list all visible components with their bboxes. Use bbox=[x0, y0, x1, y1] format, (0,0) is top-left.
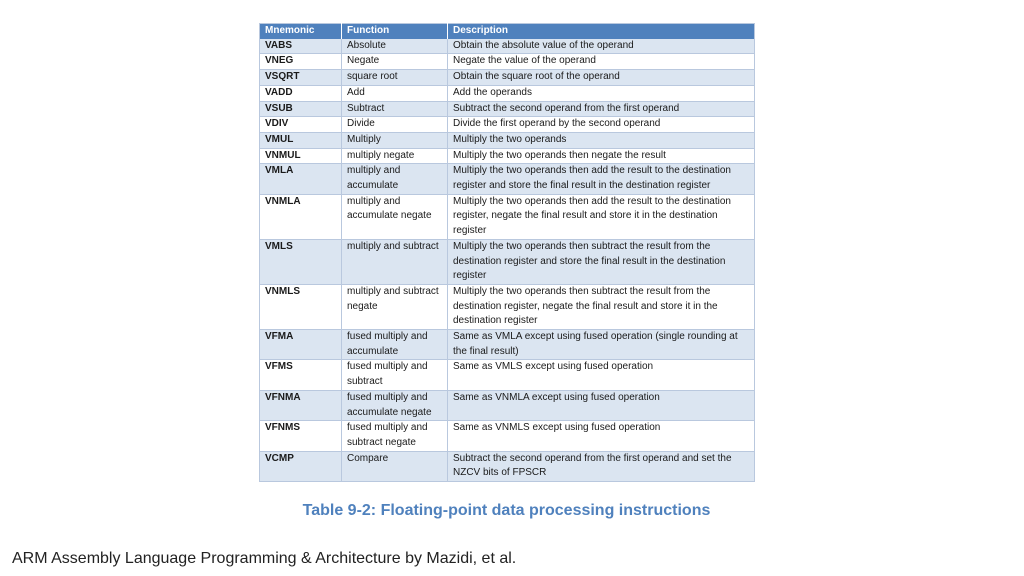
mnemonic-cell: VADD bbox=[260, 85, 342, 101]
table-row bbox=[260, 284, 755, 329]
function-cell: Compare bbox=[342, 451, 448, 481]
function-cell: Add bbox=[342, 85, 448, 101]
table-row bbox=[260, 54, 755, 70]
header-mnemonic: Mnemonic bbox=[260, 24, 342, 39]
description-cell: Obtain the square root of the operand bbox=[448, 70, 755, 86]
mnemonic-cell: VSQRT bbox=[260, 70, 342, 86]
description-cell: Add the operands bbox=[448, 85, 755, 101]
function-cell: multiply and subtract bbox=[342, 239, 448, 284]
description-cell: Multiply the two operands bbox=[448, 132, 755, 148]
description-cell: Subtract the second operand from the first operand bbox=[448, 101, 755, 117]
function-cell: Divide bbox=[342, 117, 448, 133]
function-cell: Absolute bbox=[342, 39, 448, 54]
function-cell: fused multiply and accumulate bbox=[342, 330, 448, 360]
mnemonic-cell: VSUB bbox=[260, 101, 342, 117]
table-row bbox=[260, 70, 755, 86]
mnemonic-cell: VNMLS bbox=[260, 284, 342, 329]
table-row bbox=[260, 148, 755, 164]
table-row bbox=[260, 360, 755, 390]
description-cell: Same as VNMLS except using fused operation bbox=[448, 421, 755, 451]
function-cell: fused multiply and subtract negate bbox=[342, 421, 448, 451]
table-caption: Table 9-2: Floating-point data processing instructions bbox=[302, 502, 711, 519]
function-cell: Negate bbox=[342, 54, 448, 70]
instruction-table bbox=[259, 23, 755, 482]
table-row bbox=[260, 421, 755, 451]
function-cell: fused multiply and subtract bbox=[342, 360, 448, 390]
table-row bbox=[260, 132, 755, 148]
description-cell: Same as VMLS except using fused operation bbox=[448, 360, 755, 390]
description-cell: Divide the first operand by the second operand bbox=[448, 117, 755, 133]
table-row bbox=[260, 117, 755, 133]
description-cell: Multiply the two operands then negate the result bbox=[448, 148, 755, 164]
mnemonic-cell: VMUL bbox=[260, 132, 342, 148]
table-row bbox=[260, 85, 755, 101]
mnemonic-cell: VDIV bbox=[260, 117, 342, 133]
table-row bbox=[260, 451, 755, 481]
mnemonic-cell: VMLA bbox=[260, 164, 342, 194]
function-cell: multiply and subtract negate bbox=[342, 284, 448, 329]
table-row bbox=[260, 194, 755, 239]
footer-citation: ARM Assembly Language Programming & Architecture by Mazidi, et al. bbox=[12, 550, 517, 567]
mnemonic-cell: VMLS bbox=[260, 239, 342, 284]
mnemonic-cell: VFNMA bbox=[260, 390, 342, 420]
description-cell: Multiply the two operands then add the result to the destination register and store the final result in the destination register bbox=[448, 164, 755, 194]
table-row bbox=[260, 39, 755, 54]
mnemonic-cell: VNMLA bbox=[260, 194, 342, 239]
mnemonic-cell: VFMA bbox=[260, 330, 342, 360]
mnemonic-cell: VFNMS bbox=[260, 421, 342, 451]
mnemonic-cell: VNEG bbox=[260, 54, 342, 70]
function-cell: multiply and accumulate bbox=[342, 164, 448, 194]
description-cell: Same as VNMLA except using fused operation bbox=[448, 390, 755, 420]
header-function: Function bbox=[342, 24, 448, 39]
table-row bbox=[260, 239, 755, 284]
mnemonic-cell: VFMS bbox=[260, 360, 342, 390]
function-cell: Subtract bbox=[342, 101, 448, 117]
table-row bbox=[260, 101, 755, 117]
table-header-row bbox=[260, 24, 755, 39]
table-row bbox=[260, 390, 755, 420]
mnemonic-cell: VCMP bbox=[260, 451, 342, 481]
description-cell: Subtract the second operand from the first operand and set the NZCV bits of FPSCR bbox=[448, 451, 755, 481]
description-cell: Same as VMLA except using fused operation (single rounding at the final result) bbox=[448, 330, 755, 360]
mnemonic-cell: VNMUL bbox=[260, 148, 342, 164]
mnemonic-cell: VABS bbox=[260, 39, 342, 54]
function-cell: fused multiply and accumulate negate bbox=[342, 390, 448, 420]
function-cell: square root bbox=[342, 70, 448, 86]
description-cell: Multiply the two operands then add the result to the destination register, negate the final result and store it in the destination register bbox=[448, 194, 755, 239]
function-cell: multiply and accumulate negate bbox=[342, 194, 448, 239]
function-cell: multiply negate bbox=[342, 148, 448, 164]
description-cell: Obtain the absolute value of the operand bbox=[448, 39, 755, 54]
table-row bbox=[260, 330, 755, 360]
table-row bbox=[260, 164, 755, 194]
description-cell: Negate the value of the operand bbox=[448, 54, 755, 70]
function-cell: Multiply bbox=[342, 132, 448, 148]
header-description: Description bbox=[448, 24, 755, 39]
description-cell: Multiply the two operands then subtract the result from the destination register and store the final result in the destination register bbox=[448, 239, 755, 284]
description-cell: Multiply the two operands then subtract the result from the destination register, negate the final result and store it in the destination register bbox=[448, 284, 755, 329]
